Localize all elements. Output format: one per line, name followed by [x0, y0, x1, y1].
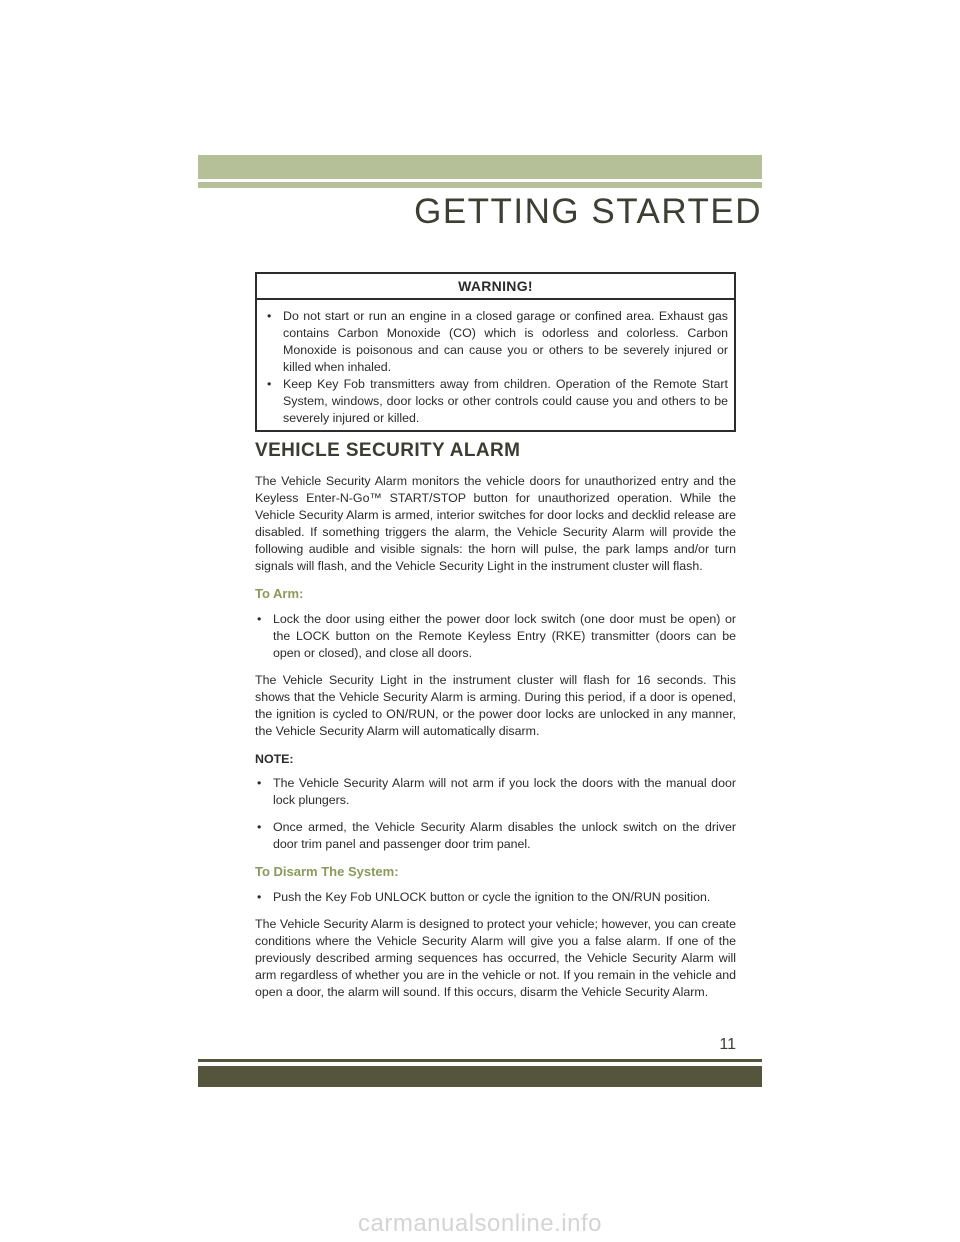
to-arm-paragraph: The Vehicle Security Light in the instrument cluster will flash for 16 seconds. This shows that the Vehicle Security Alarm is arming. During this period, if a door is opened, the ignition is cycled to ON/RUN, or the power door locks are unlocked in any manner, the Vehicle Security Alarm will automatically disarm. [255, 673, 736, 738]
intro-paragraph: The Vehicle Security Alarm monitors the vehicle doors for unauthorized entry and the Keyless Enter-N-Go™ START/STOP button for unauthorized operation. While the Vehicle Security Alarm is armed, interior switches for door locks and decklid release are disabled. If something triggers the alarm, the Vehicle Security Alarm will provide the following audible and visible signals: the horn will pulse, the park lamps and/or turn signals will flash, and the Vehicle Security Light in the instrument cluster will flash. [255, 474, 736, 573]
header-rule [198, 182, 762, 188]
header-band [198, 155, 762, 179]
bullet-icon: • [257, 612, 262, 626]
list-item-text: Once armed, the Vehicle Security Alarm disables the unlock switch on the driver door trim panel and passenger door trim panel. [273, 820, 736, 851]
warning-box [255, 272, 736, 432]
list-item-text: Lock the door using either the power door lock switch (one door must be open) or the LOCK button on the Remote Keyless Entry (RKE) transmitter (doors can be open or closed), and close all doors. [273, 612, 736, 660]
warning-item [257, 308, 728, 376]
to-arm-list [255, 611, 736, 662]
warning-item-text: Keep Key Fob transmitters away from children. Operation of the Remote Start System, windows, door locks or other controls could cause you and others to be severely injured or killed. [283, 377, 728, 425]
main-content [255, 473, 736, 1010]
page-number: 11 [719, 1036, 736, 1053]
section-title: GETTING STARTED [414, 192, 762, 231]
to-arm-heading: To Arm: [255, 586, 304, 601]
main-heading: VEHICLE SECURITY ALARM [255, 440, 521, 461]
note-label: NOTE: [255, 752, 294, 766]
warning-title: WARNING! [257, 274, 734, 300]
list-item [255, 611, 736, 662]
disarm-list [255, 889, 736, 906]
list-item-text: Push the Key Fob UNLOCK button or cycle the ignition to the ON/RUN position. [273, 890, 711, 904]
warning-list [257, 308, 728, 427]
bullet-icon: • [257, 890, 262, 904]
bullet-icon: • [267, 377, 272, 391]
warning-item-text: Do not start or run an engine in a closed garage or confined area. Exhaust gas contains Carbon Monoxide (CO) which is odorless and colorless. Carbon Monoxide is poisonous and can cause you or others to be severely injured or killed when inhaled. [283, 309, 728, 374]
disarm-heading: To Disarm The System: [255, 864, 399, 879]
warning-item [257, 376, 728, 427]
list-item [255, 819, 736, 853]
list-item [255, 889, 736, 906]
bullet-icon: • [257, 820, 262, 834]
footer-rule [198, 1059, 762, 1062]
list-item-text: The Vehicle Security Alarm will not arm if you lock the doors with the manual door lock plungers. [273, 776, 736, 807]
bullet-icon: • [257, 776, 262, 790]
watermark-text: carmanualsonline.info [358, 1210, 602, 1237]
bullet-icon: • [267, 309, 272, 323]
closing-paragraph: The Vehicle Security Alarm is designed to protect your vehicle; however, you can create conditions where the Vehicle Security Alarm will give you a false alarm. If one of the previously described arming sequences has occurred, the Vehicle Security Alarm will arm regardless of whether you are in the vehicle or not. If you remain in the vehicle and open a door, the alarm will sound. If this occurs, disarm the Vehicle Security Alarm. [255, 917, 736, 999]
note-list [255, 775, 736, 853]
list-item [255, 775, 736, 809]
footer-band [198, 1066, 762, 1087]
